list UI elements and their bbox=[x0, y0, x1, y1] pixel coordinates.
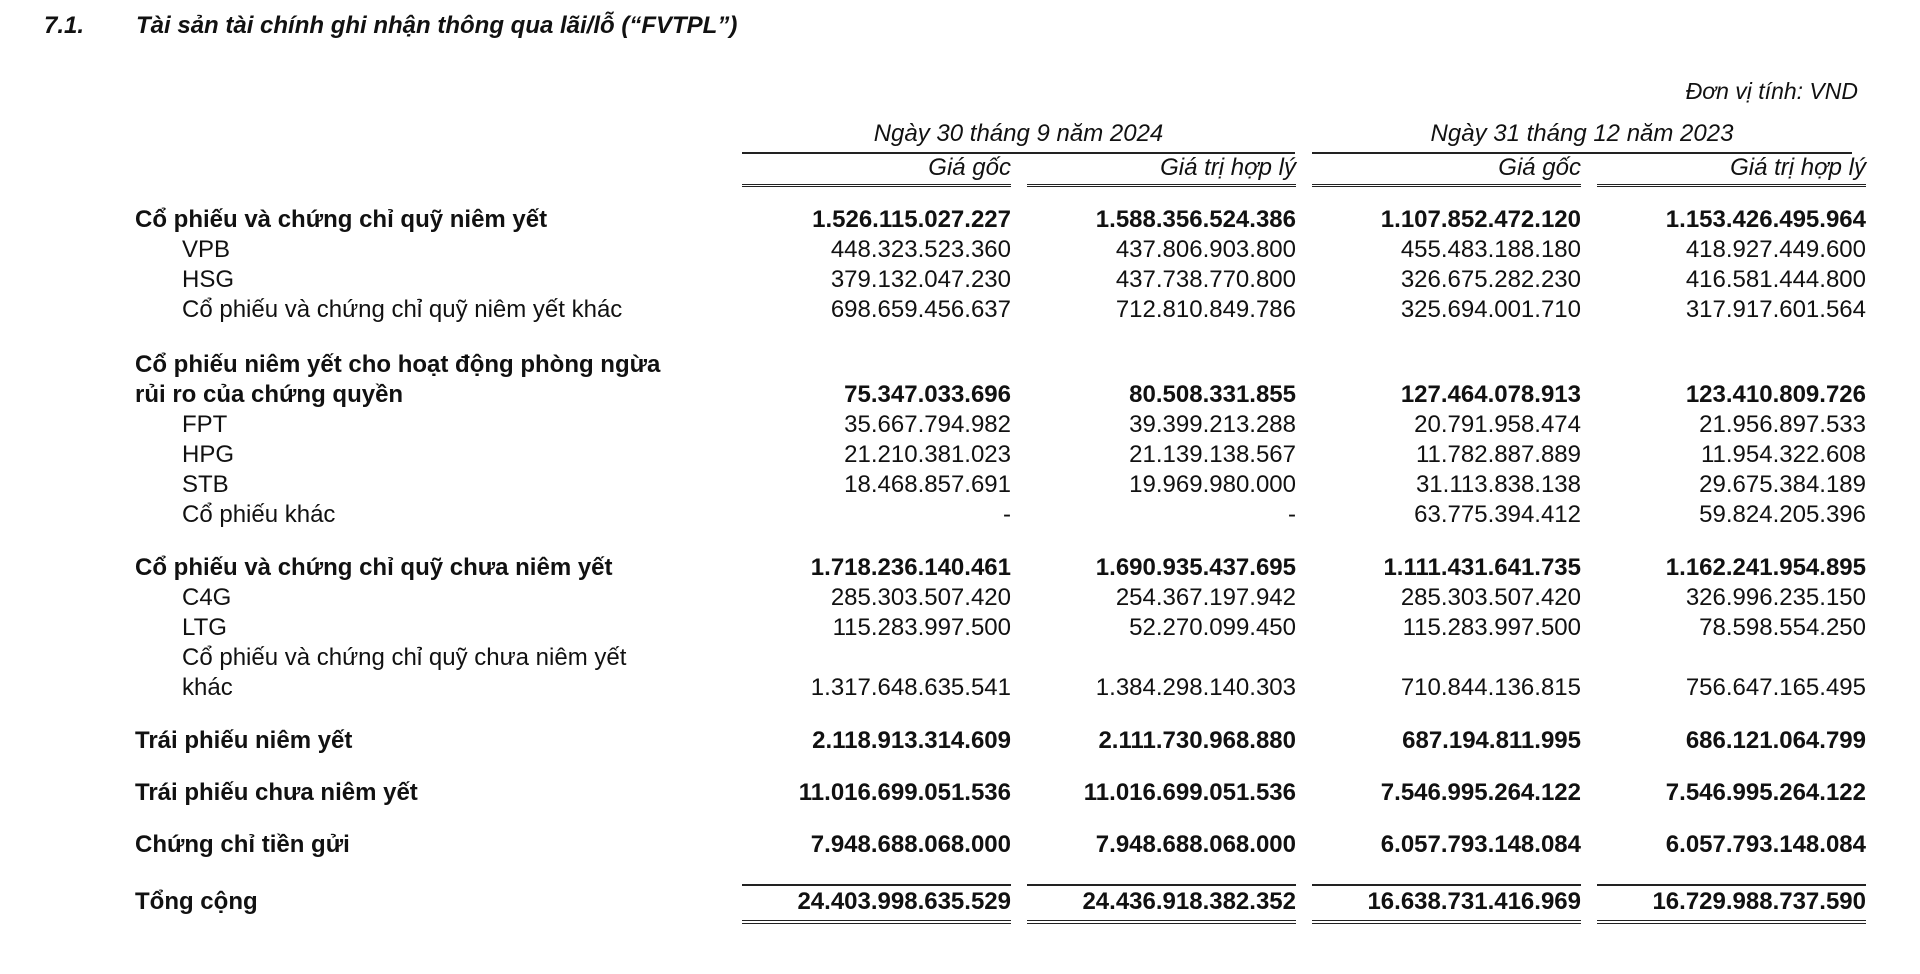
row-label: Cổ phiếu và chứng chỉ quỹ niêm yết khác bbox=[182, 296, 623, 323]
table-row bbox=[0, 411, 1920, 441]
table-row bbox=[0, 266, 1920, 296]
cell-fair-value-2023: 317.917.601.564 bbox=[1685, 296, 1866, 323]
cell-cost-2024: 11.016.699.051.536 bbox=[798, 779, 1011, 806]
cell-cost-2023: 7.546.995.264.122 bbox=[1380, 779, 1581, 806]
table-row-label-continuation bbox=[0, 351, 1920, 381]
row-label: khác bbox=[182, 674, 233, 701]
table-row bbox=[0, 727, 1920, 757]
cell-cost-2024: 18.468.857.691 bbox=[844, 471, 1011, 498]
row-label-line1: Cổ phiếu và chứng chỉ quỹ chưa niêm yết bbox=[182, 644, 627, 671]
cell-fair-value-2024: 1.588.356.524.386 bbox=[1095, 206, 1296, 233]
cell-cost-2023: 1.111.431.641.735 bbox=[1383, 554, 1581, 581]
cell-cost-2023: 127.464.078.913 bbox=[1400, 381, 1581, 408]
cell-fair-value-2024: 80.508.331.855 bbox=[1129, 381, 1296, 408]
row-label: LTG bbox=[182, 614, 227, 641]
table-row-label-continuation bbox=[0, 644, 1920, 674]
row-label: Chứng chỉ tiền gửi bbox=[135, 831, 350, 858]
table-row bbox=[0, 206, 1920, 236]
row-label: VPB bbox=[182, 236, 231, 263]
cell-fair-value-2024: 712.810.849.786 bbox=[1115, 296, 1296, 323]
cell-cost-2024: 21.210.381.023 bbox=[844, 441, 1011, 468]
table-row bbox=[0, 779, 1920, 809]
cell-cost-2023: 455.483.188.180 bbox=[1400, 236, 1581, 263]
cell-fair-value-2023: 29.675.384.189 bbox=[1699, 471, 1866, 498]
cell-fair-value-2023: 686.121.064.799 bbox=[1685, 727, 1866, 754]
row-label: rủi ro của chứng quyền bbox=[135, 381, 404, 408]
table-row bbox=[0, 501, 1920, 531]
cell-fair-value-2024: 19.969.980.000 bbox=[1129, 471, 1296, 498]
column-header-cost-2024: Giá gốc bbox=[742, 154, 1011, 187]
cell-cost-2024: 1.317.648.635.541 bbox=[810, 674, 1011, 701]
cell-cost-2023: 6.057.793.148.084 bbox=[1380, 831, 1581, 858]
cell-fair-value-2023: 21.956.897.533 bbox=[1699, 411, 1866, 438]
row-label: Cổ phiếu và chứng chỉ quỹ chưa niêm yết bbox=[135, 554, 613, 581]
total-fair-value-2023: 16.729.988.737.590 bbox=[1597, 884, 1866, 924]
cell-fair-value-2024: 11.016.699.051.536 bbox=[1083, 779, 1296, 806]
cell-cost-2023: 285.303.507.420 bbox=[1400, 584, 1581, 611]
table-row bbox=[0, 441, 1920, 471]
cell-fair-value-2023: 1.162.241.954.895 bbox=[1665, 554, 1866, 581]
cell-fair-value-2023: 6.057.793.148.084 bbox=[1665, 831, 1866, 858]
cell-fair-value-2023: 59.824.205.396 bbox=[1699, 501, 1866, 528]
cell-cost-2024: 379.132.047.230 bbox=[830, 266, 1011, 293]
section-number: 7.1. bbox=[44, 12, 85, 39]
cell-cost-2024: 7.948.688.068.000 bbox=[810, 831, 1011, 858]
row-label: HPG bbox=[182, 441, 235, 468]
cell-cost-2024: 75.347.033.696 bbox=[844, 381, 1011, 408]
column-header-fair-value-2024: Giá trị hợp lý bbox=[1027, 154, 1296, 187]
cell-cost-2024: 115.283.997.500 bbox=[832, 614, 1011, 641]
cell-fair-value-2024: 1.384.298.140.303 bbox=[1095, 674, 1296, 701]
table-row bbox=[0, 831, 1920, 861]
cell-fair-value-2024: 1.690.935.437.695 bbox=[1095, 554, 1296, 581]
row-label: Cổ phiếu khác bbox=[182, 501, 336, 528]
table-row bbox=[0, 471, 1920, 501]
period-header-2023: Ngày 31 tháng 12 năm 2023 bbox=[1312, 120, 1852, 154]
table-row bbox=[0, 614, 1920, 644]
column-header-cost-2023: Giá gốc bbox=[1312, 154, 1581, 187]
period-header-2024: Ngày 30 tháng 9 năm 2024 bbox=[742, 120, 1295, 154]
cell-fair-value-2024: 21.139.138.567 bbox=[1129, 441, 1296, 468]
total-label: Tổng cộng bbox=[135, 888, 258, 915]
cell-fair-value-2024: 52.270.099.450 bbox=[1129, 614, 1296, 641]
cell-cost-2024: 1.718.236.140.461 bbox=[810, 554, 1011, 581]
cell-fair-value-2024: 7.948.688.068.000 bbox=[1095, 831, 1296, 858]
row-label: STB bbox=[182, 471, 229, 498]
cell-fair-value-2023: 1.153.426.495.964 bbox=[1665, 206, 1866, 233]
cell-cost-2023: 710.844.136.815 bbox=[1400, 674, 1581, 701]
cell-fair-value-2023: 78.598.554.250 bbox=[1699, 614, 1866, 641]
cell-cost-2024: 448.323.523.360 bbox=[830, 236, 1011, 263]
cell-cost-2023: 1.107.852.472.120 bbox=[1380, 206, 1581, 233]
row-label: C4G bbox=[182, 584, 232, 611]
row-label: FPT bbox=[182, 411, 228, 438]
cell-cost-2024: 1.526.115.027.227 bbox=[812, 206, 1011, 233]
cell-fair-value-2023: 416.581.444.800 bbox=[1685, 266, 1866, 293]
total-cost-2023: 16.638.731.416.969 bbox=[1312, 884, 1581, 924]
table-row bbox=[0, 554, 1920, 584]
cell-cost-2023: 326.675.282.230 bbox=[1400, 266, 1581, 293]
cell-fair-value-2024: 437.806.903.800 bbox=[1115, 236, 1296, 263]
total-fair-value-2024: 24.436.918.382.352 bbox=[1027, 884, 1296, 924]
cell-cost-2024: 35.667.794.982 bbox=[844, 411, 1011, 438]
cell-cost-2023: 11.782.887.889 bbox=[1415, 441, 1581, 468]
cell-cost-2024: - bbox=[1003, 501, 1011, 528]
row-label: HSG bbox=[182, 266, 235, 293]
total-cost-2024: 24.403.998.635.529 bbox=[742, 884, 1011, 924]
cell-cost-2023: 115.283.997.500 bbox=[1402, 614, 1581, 641]
currency-unit-note: Đơn vị tính: VND bbox=[1685, 78, 1858, 104]
cell-fair-value-2023: 418.927.449.600 bbox=[1685, 236, 1866, 263]
cell-fair-value-2023: 7.546.995.264.122 bbox=[1665, 779, 1866, 806]
cell-cost-2023: 687.194.811.995 bbox=[1402, 727, 1581, 754]
table-row bbox=[0, 236, 1920, 266]
total-row bbox=[0, 884, 1920, 914]
cell-cost-2024: 2.118.913.314.609 bbox=[812, 727, 1011, 754]
cell-fair-value-2023: 123.410.809.726 bbox=[1685, 381, 1866, 408]
cell-fair-value-2023: 326.996.235.150 bbox=[1685, 584, 1866, 611]
table-row bbox=[0, 296, 1920, 326]
section-title: Tài sản tài chính ghi nhận thông qua lãi/lỗ (“FVTPL”) bbox=[136, 12, 738, 39]
cell-fair-value-2024: 437.738.770.800 bbox=[1115, 266, 1296, 293]
cell-fair-value-2024: 254.367.197.942 bbox=[1115, 584, 1296, 611]
cell-cost-2023: 63.775.394.412 bbox=[1414, 501, 1581, 528]
column-header-fair-value-2023: Giá trị hợp lý bbox=[1597, 154, 1866, 187]
table-row bbox=[0, 381, 1920, 411]
row-label: Trái phiếu chưa niêm yết bbox=[135, 779, 418, 806]
row-label: Trái phiếu niêm yết bbox=[135, 727, 353, 754]
table-row bbox=[0, 584, 1920, 614]
cell-cost-2023: 31.113.838.138 bbox=[1415, 471, 1581, 498]
cell-fair-value-2024: 39.399.213.288 bbox=[1129, 411, 1296, 438]
cell-fair-value-2024: - bbox=[1288, 501, 1296, 528]
cell-cost-2023: 20.791.958.474 bbox=[1414, 411, 1581, 438]
cell-fair-value-2024: 2.111.730.968.880 bbox=[1098, 727, 1296, 754]
cell-cost-2023: 325.694.001.710 bbox=[1400, 296, 1581, 323]
row-label-line1: Cổ phiếu niêm yết cho hoạt động phòng ngừa bbox=[135, 351, 661, 378]
cell-fair-value-2023: 11.954.322.608 bbox=[1700, 441, 1866, 468]
table-row bbox=[0, 674, 1920, 704]
cell-cost-2024: 698.659.456.637 bbox=[830, 296, 1011, 323]
row-label: Cổ phiếu và chứng chỉ quỹ niêm yết bbox=[135, 206, 548, 233]
cell-cost-2024: 285.303.507.420 bbox=[830, 584, 1011, 611]
cell-fair-value-2023: 756.647.165.495 bbox=[1685, 674, 1866, 701]
